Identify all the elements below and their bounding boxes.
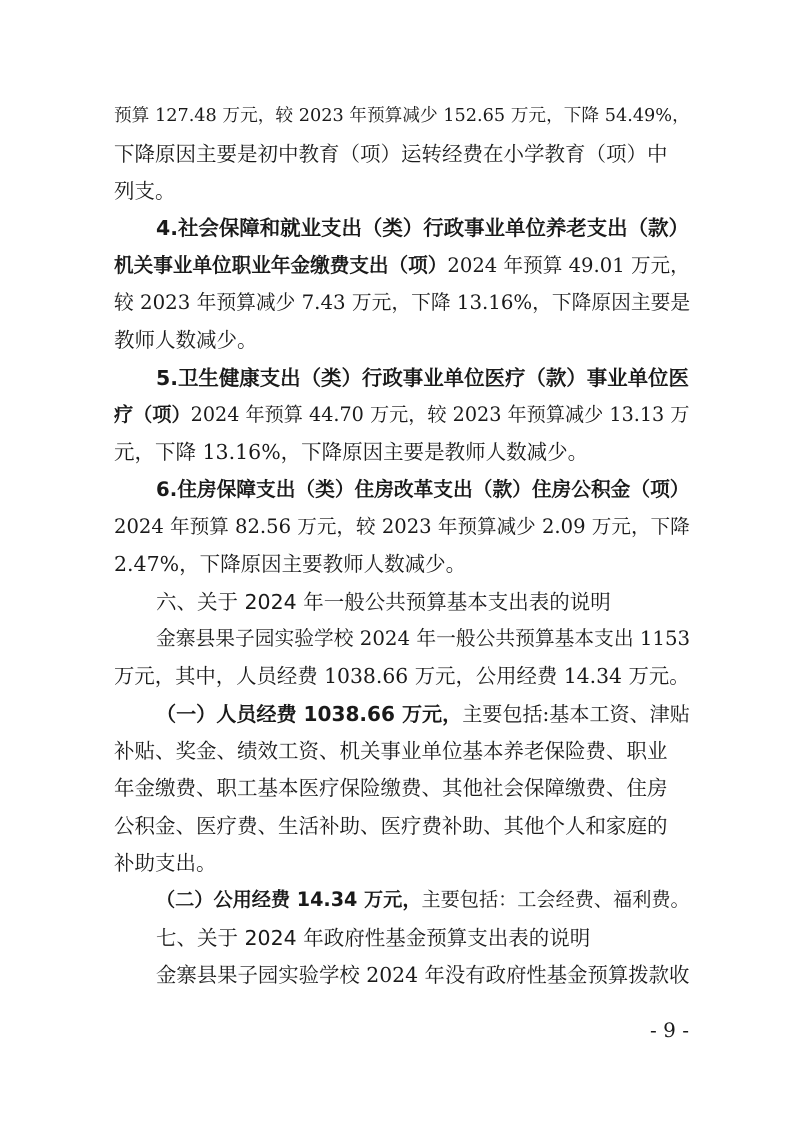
text-line [114,550,466,578]
text-segment: 元，下降 13.16%，下降原因主要是教师人数减少。 [114,440,589,464]
section-heading-text: 七、关于 2024 年政府性基金预算支出表的说明 [156,926,591,950]
text-segment: 万元，其中，人员经费 1038.66 万元，公用经费 14.34 万元。 [114,664,690,688]
text-line [156,961,689,989]
text-segment: 较 2023 年预算减少 7.43 万元，下降 13.16%，下降原因主要是 [114,291,691,314]
text-line [114,140,668,168]
text-segment: 公积金、医疗费、生活补助、医疗费补助、其他个人和家庭的 [114,814,668,838]
item-title: 4.社会保障和就业支出（类）行政事业单位养老支出（款） [156,216,689,240]
text-line [114,326,258,354]
text-line [156,625,690,653]
text-line [114,438,588,466]
text-line [114,662,690,690]
section-heading [156,588,611,616]
text-segment: 金寨县果子园实验学校 2024 年没有政府性基金预算拨款收 [156,963,690,987]
text-line [156,214,689,242]
text-segment: 主要包括:基本工资、津贴 [462,702,690,726]
text-segment: 2.47%，下降原因主要教师人数减少。 [114,552,467,576]
item-title: 疗（项） [114,403,191,426]
text-line [114,102,690,130]
section-heading [156,924,590,952]
text-segment: 2024 年预算 82.56 万元，较 2023 年预算减少 2.09 万元，下降 [114,515,690,538]
text-line [114,513,690,541]
item-title: （二）公用经费 14.34 万元， [156,888,422,911]
item-title: 机关事业单位职业年金缴费支出（项） [114,254,448,277]
text-segment: 下降原因主要是初中教育（项）运转经费在小学教育（项）中 [114,142,668,166]
text-line [114,849,217,877]
text-line [114,252,690,280]
text-line [114,177,176,205]
text-line [114,289,690,317]
text-line [156,886,690,914]
text-segment: 补助支出。 [114,851,217,875]
text-segment: 2024 年预算 49.01 万元， [447,254,690,277]
page-number: - 9 - [650,1018,689,1042]
text-line [114,401,689,429]
text-line [156,364,689,392]
text-line [114,737,668,765]
text-segment: 教师人数减少。 [114,328,258,352]
text-line [156,700,690,728]
text-line [114,812,668,840]
text-segment: 补贴、奖金、绩效工资、机关事业单位基本养老保险费、职业 [114,739,668,763]
item-title: 6.住房保障支出（类）住房改革支出（款）住房公积金（项） [156,478,690,501]
item-title: （一）人员经费 1038.66 万元， [156,702,463,726]
section-heading-text: 六、关于 2024 年一般公共预算基本支出表的说明 [156,590,611,614]
text-line [156,476,689,504]
text-segment: 预算 127.48 万元，较 2023 年预算减少 152.65 万元，下降 54.49%， [114,106,690,126]
text-segment: 列支。 [114,179,176,203]
text-segment: 年金缴费、职工基本医疗保险缴费、其他社会保障缴费、住房 [114,776,668,800]
text-line [114,774,668,802]
text-segment: 2024 年预算 44.70 万元，较 2023 年预算减少 13.13 万 [190,403,690,426]
text-segment: 主要包括：工会经费、福利费。 [421,888,690,911]
item-title: 5.卫生健康支出（类）行政事业单位医疗（款）事业单位医 [156,366,689,390]
text-segment: 金寨县果子园实验学校 2024 年一般公共预算基本支出 1153 [156,627,691,650]
